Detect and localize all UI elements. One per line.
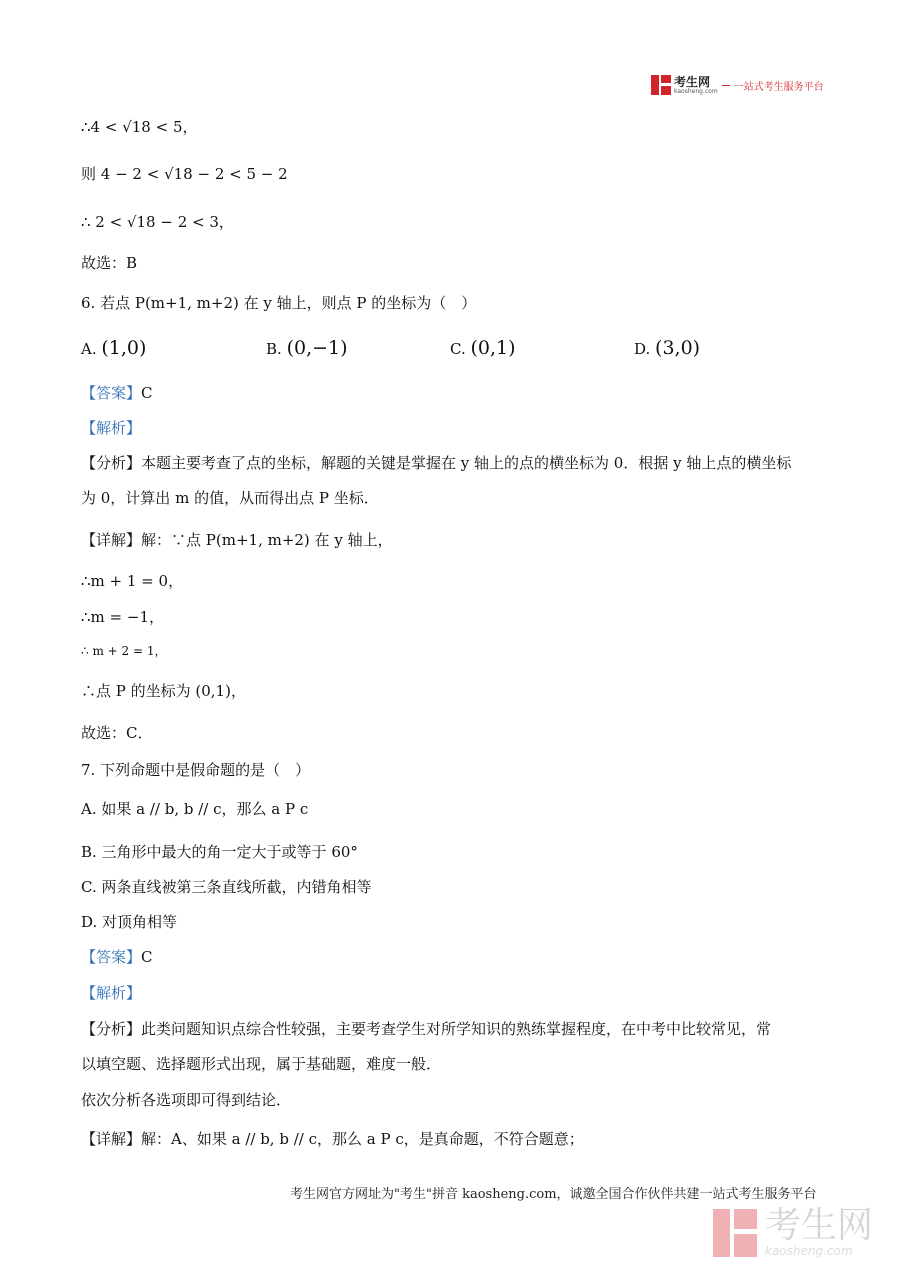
solution-line-2: 则 4 − 2 < √18 − 2 < 5 − 2 [81, 165, 288, 183]
solution-line-3: ∴ 2 < √18 − 2 < 3， [81, 213, 234, 231]
q7-detail-1: 【详解】解：A、如果 a // b, b // c，那么 a P c，是真命题，不符合题意； [81, 1130, 584, 1148]
q7-analysis-2: 以填空题、选择题形式出现，属于基础题，难度一般． [81, 1055, 442, 1073]
logo-domain: kaosheng.com [674, 87, 718, 95]
q6-option-d: D. (3,0) [634, 337, 701, 359]
logo-slogan: 一站式考生服务平台 [733, 81, 824, 93]
q7-analysis-1: 【分析】此类问题知识点综合性较强，主要考查学生对所学知识的熟练掌握程度，在中考中比较常见，常 [81, 1020, 772, 1038]
watermark-cn: 考生网 [765, 1205, 874, 1246]
q6-detail-3: ∴m = −1， [81, 608, 164, 626]
q6-jiexi-heading: 【解析】 [81, 419, 142, 437]
logo-brand: 考生网 [674, 74, 711, 89]
q6-analysis-1: 【分析】本题主要考查了点的坐标，解题的关键是掌握在 y 轴上的点的横坐标为 0．根据 y 轴上点的横坐标 [81, 454, 792, 472]
q6-detail-5: ∴点 P 的坐标为 (0,1)， [81, 682, 246, 700]
q7-analysis-3: 依次分析各选项即可得到结论． [81, 1091, 292, 1109]
q6-answer: 【答案】C [81, 384, 153, 402]
q6-detail-2: ∴m + 1 = 0， [81, 572, 184, 590]
watermark [713, 1205, 874, 1258]
q6-analysis-2: 为 0，计算出 m 的值，从而得出点 P 坐标． [81, 489, 379, 507]
q6-option-a: A. (1,0) [81, 337, 147, 359]
solution-line-1: ∴4 < √18 < 5， [81, 118, 198, 136]
watermark-logo-icon [713, 1209, 757, 1257]
solution-choice-b: 故选：B [81, 254, 138, 272]
q7-jiexi-heading: 【解析】 [81, 984, 142, 1002]
footer-text: 考生网官方网址为"考生"拼音 kaosheng.com，诚邀全国合作伙伴共建一站式考生服务平台 [290, 1187, 817, 1202]
q7-option-d: D. 对顶角相等 [81, 913, 178, 931]
header-logo [651, 74, 824, 96]
q6-detail-4: ∴ m + 2 = 1， [81, 644, 167, 658]
question-7: 7. 下列命题中是假命题的是（ ） [81, 761, 311, 779]
q7-answer: 【答案】C [81, 948, 153, 966]
q7-option-b: B. 三角形中最大的角一定大于或等于 60° [81, 843, 358, 861]
q6-option-c: C. (0,1) [450, 337, 516, 359]
q7-option-a: A. 如果 a // b, b // c，那么 a P c [81, 800, 309, 818]
q7-option-c: C. 两条直线被第三条直线所截，内错角相等 [81, 878, 372, 896]
q6-detail-1: 【详解】解：∵点 P(m+1, m+2) 在 y 轴上， [81, 531, 393, 549]
question-6: 6. 若点 P(m+1, m+2) 在 y 轴上，则点 P 的坐标为（ ） [81, 294, 477, 312]
q6-option-b: B. (0,−1) [266, 337, 348, 359]
kaosheng-logo-icon [651, 75, 671, 95]
q6-detail-6: 故选：C． [81, 724, 153, 742]
watermark-en: kaosheng.com [765, 1244, 853, 1258]
